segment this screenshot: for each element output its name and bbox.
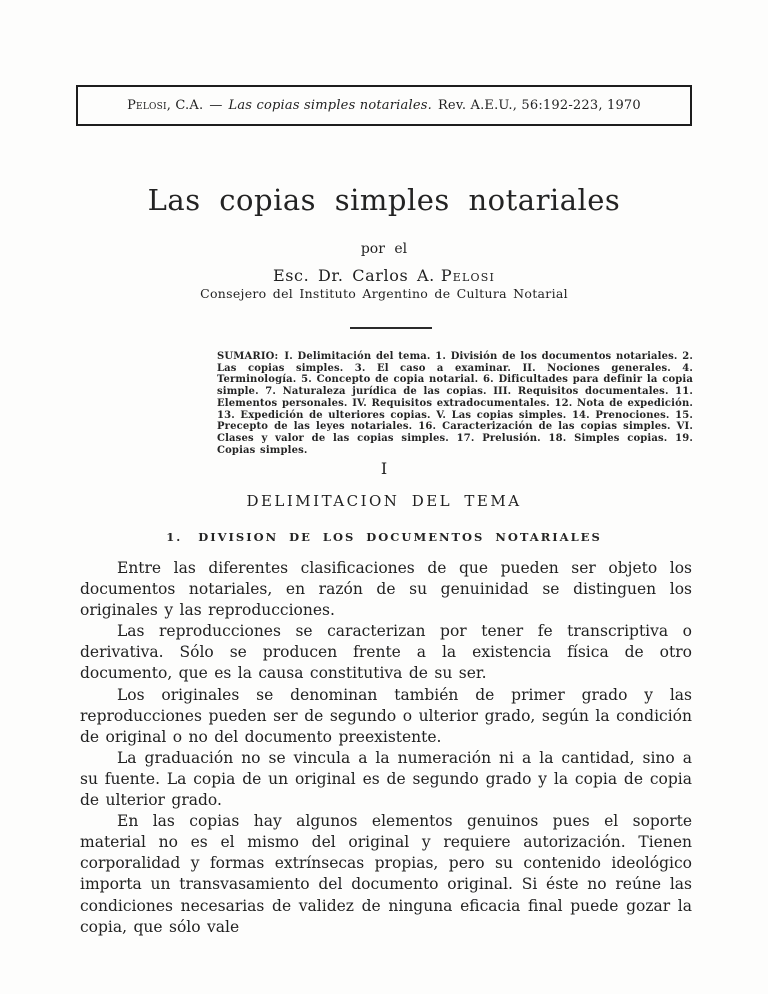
subsection-number: 1.	[166, 530, 183, 544]
citation-box	[76, 85, 692, 126]
body-text	[80, 558, 692, 938]
sumario-label: SUMARIO:	[217, 351, 279, 362]
sumario-block	[217, 351, 693, 456]
subsection-title: DIVISION DE LOS DOCUMENTOS NOTARIALES	[198, 530, 602, 544]
paragraph: Las reproducciones se caracterizan por tener fe transcriptiva o derivativa. Sólo se producen frente a la existencia física de otro documento, que es la causa constitutiva de su ser.	[80, 622, 692, 683]
citation-reference: Rev. A.E.U., 56:192-223, 1970	[437, 98, 641, 113]
paragraph: Los originales se denominan también de primer grado y las reproducciones pueden ser de segundo o ulterior grado, según la condición de original o no del documento preexistente.	[80, 685, 692, 746]
author-surname: Pelosi	[440, 266, 496, 285]
citation-work-title: Las copias simples notariales.	[228, 98, 432, 113]
paragraph: En las copias hay algunos elementos genuinos pues el soporte material no es el mismo del original y requiere autorización. Tienen corporalidad y formas extrínsecas propias, pero su contenido ideológico importa un transvasamiento del documento original. Si éste no reúne las condiciones necesarias de validez de ninguna eficacia final puede gozar la copia, que sólo vale	[80, 812, 692, 936]
citation-separator: —	[209, 98, 223, 113]
article-title: Las copias simples notariales	[147, 183, 621, 217]
section-number: I	[380, 459, 388, 478]
section-title: DELIMITACION DEL TEMA	[246, 492, 522, 510]
paragraph: Entre las diferentes clasificaciones de que pueden ser objeto los documentos notariales, en razón de su genuinidad se distinguen los originales y las reproducciones.	[80, 559, 692, 620]
subsection-heading	[0, 530, 768, 544]
sumario-text: I. Delimitación del tema. 1. División de los documentos notariales. 2. Las copias simples. 3. El caso a examinar. II. Nociones generales. 4. Terminología. 5. Concepto de copia notarial. 6. Dificultades para definir la copia simple. 7. Naturaleza jurídica de las copias. III. Requisitos documentales. 11. Elementos personales. IV. Requisitos extradocumentales. 12. Nota de expedición. 13. Expedición de ulteriores copias. V. Las copias simples. 14. Prenociones. 15. Precepto de las leyes notariales. 16. Caracterización de las copias simples. VI. Clases y valor de las copias simples. 17. Prelusión. 18. Simples copias. 19. Copias simples.	[217, 351, 693, 456]
citation-author: Pelosi, C.A.	[127, 98, 204, 113]
author-prefix: Esc. Dr. Carlos A.	[272, 266, 435, 285]
author-affiliation: Consejero del Instituto Argentino de Cultura Notarial	[200, 286, 568, 301]
paragraph: La graduación no se vincula a la numeración ni a la cantidad, sino a su fuente. La copia de un original es de segundo grado y la copia de copia de ulterior grado.	[80, 748, 692, 810]
divider-rule	[350, 327, 432, 329]
byline: por el	[360, 241, 408, 257]
author-name	[0, 266, 768, 285]
